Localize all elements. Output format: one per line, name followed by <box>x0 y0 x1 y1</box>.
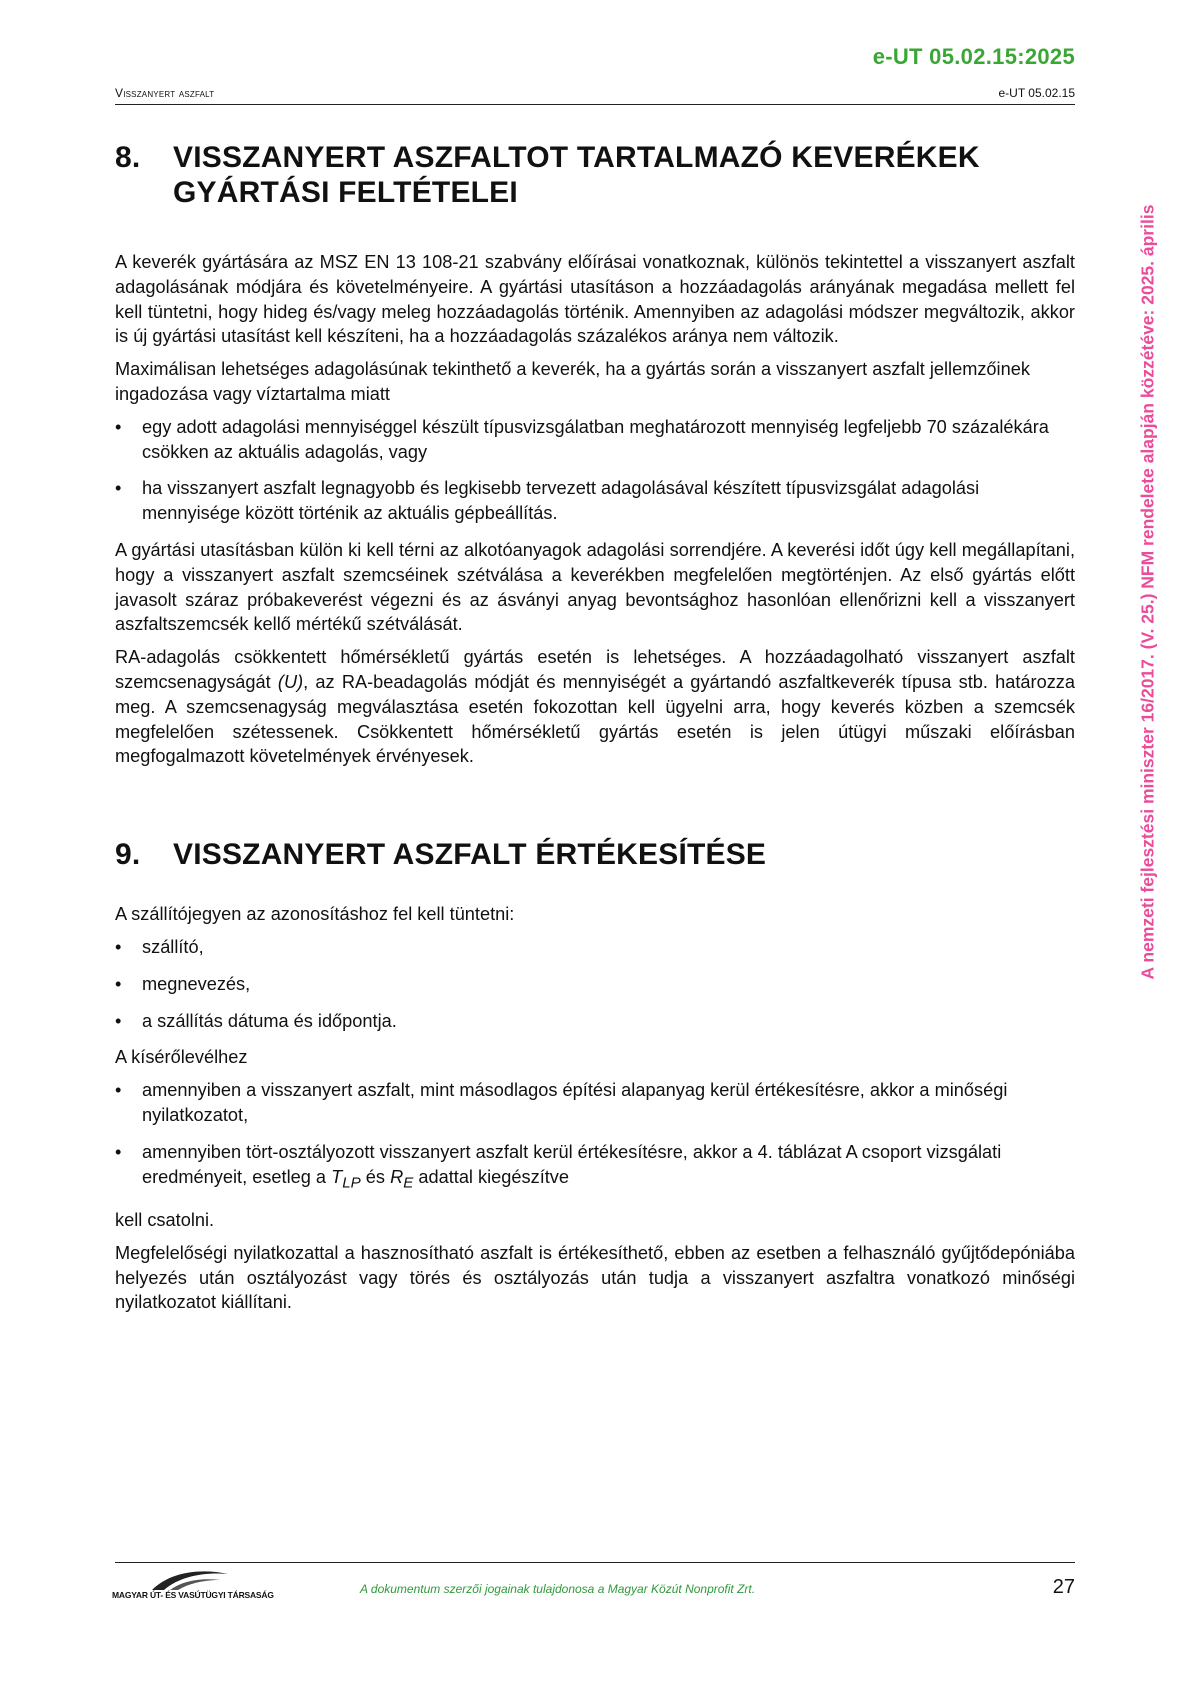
text-run: amennyiben tört-osztályozott visszanyert aszfalt kerül értékesítésre, akkor a 4. táblázat A csoport vizsgálati eredményeit, esetleg a <box>142 1141 1002 1187</box>
footer-rule <box>115 1562 1075 1563</box>
bullet-list <box>115 1078 1075 1196</box>
page-content <box>115 140 1075 1323</box>
paragraph: Maximálisan lehetséges adagolásúnak tekinthető a keverék, ha a gyártás során a visszanyert aszfalt jellemzőinek ingadozása vagy víztartalma miatt <box>115 359 1030 404</box>
section-8-number: 8. <box>115 141 141 174</box>
copyright-note: A dokumentum szerzői jogainak tulajdonosa a Magyar Közút Nonprofit Zrt. <box>360 1582 756 1596</box>
list-item: • a szállítás dátuma és időpontja. <box>115 1009 1075 1034</box>
bullet-list <box>115 935 1075 1033</box>
running-header <box>115 86 1075 105</box>
header-code: e-UT 05.02.15 <box>998 86 1075 100</box>
section-9-number: 9. <box>115 838 141 872</box>
section-8-title: VISSZANYERT ASZFALTOT TARTALMAZÓ KEVERÉKEK GYÁRTÁSI FELTÉTELEI <box>173 141 980 209</box>
text-run: RA-adagolás csökkentett hőmérsékletű gyártás esetén is lehetséges. A hozzáadagolható visszanyert aszfalt szemcsenagyságát <box>115 647 1075 692</box>
paragraph: A keverék gyártására az MSZ EN 13 108-21 szabvány előírásai vonatkoznak, különös tekintettel a visszanyert aszfalt adagolásának módjára és követelményeire. A gyártási utasításon a hozzáadagolás arányának megadása mellett fel kell tüntetni, hogy hideg és/vagy meleg hozzáadagolás történik. Amennyiben az adagolási módszer megváltozik, akkor is új gyártási utasítást kell készíteni, ha a hozzáadagolás százalékos aránya nem változik. <box>115 252 1075 347</box>
list-item <box>115 1140 1075 1196</box>
symbol-tlp <box>331 1166 361 1192</box>
society-logo <box>112 1566 274 1602</box>
list-item: • egy adott adagolási mennyiséggel készült típusvizsgálatban meghatározott mennyiség legfeljebb 70 százalékára csökken az aktuális adagolás, vagy <box>115 415 1075 465</box>
paragraph: A kísérőlevélhez <box>115 1047 248 1068</box>
list-item: • megnevezés, <box>115 972 1075 997</box>
page-number: 27 <box>1052 1576 1075 1598</box>
paragraph <box>115 645 1075 769</box>
list-item: • ha visszanyert aszfalt legnagyobb és legkisebb tervezett adagolásával készített típusvizsgálat adagolási mennyisége között történik az aktuális gépbeállítás. <box>115 476 1075 526</box>
text-run: , az RA-beadagolás módját és mennyiségét a gyártandó aszfaltkeverék típusa stb. határozza meg. A szemcsenagyság megválasztása esetén fokozottan kell ügyelni arra, hogy keverés közben a szemcsék megfelelően szétessenek. Csökkentett hőmérsékletű gyártás esetén is jelen útügyi műszaki előírásban megfogalmazott követelmények érvényesek. <box>115 671 1075 767</box>
symbol-main: T <box>331 1166 343 1187</box>
symbol-main: R <box>390 1166 404 1187</box>
swoosh-icon <box>150 1566 230 1592</box>
symbol-re <box>390 1166 414 1192</box>
section-8-heading <box>115 140 1075 210</box>
paragraph: A szállítójegyen az azonosításhoz fel kell tüntetni: <box>115 904 515 925</box>
paragraph: A gyártási utasításban külön ki kell térni az alkotóanyagok adagolási sorrendjére. A keverési időt úgy kell megállapítani, hogy a visszanyert aszfalt szemcséinek szétválása a keverékben megfelelően megtörténjen. Az első gyártás előtt javasolt száraz próbakeverést végezni és az ásványi anyag bevontsághoz hasonlóan ellenőrizni kell a visszanyert aszfaltszemcsék kellő mértékű szétválását. <box>115 539 1075 635</box>
text-run: és <box>360 1166 391 1187</box>
symbol-u: (U) <box>277 671 304 692</box>
section-9-heading <box>115 837 1075 872</box>
header-title: Visszanyert aszfalt <box>115 86 215 100</box>
paragraph: kell csatolni. <box>115 1209 215 1230</box>
text-run: adattal kiegészítve <box>413 1166 570 1187</box>
paragraph: Megfelelőségi nyilatkozattal a hasznosítható aszfalt is értékesíthető, ebben az esetben a felhasználó gyűjtődepóniába helyezés után osztályozást vagy törés és osztályozás után tudja a visszanyert aszfaltra vonatkozó minőségi nyilatkozatot kiállítani. <box>115 1242 1075 1313</box>
logo-text: MAGYAR ÚT- ÉS VASÚTÜGYI TÁRSASÁG <box>112 1590 274 1600</box>
symbol-subscript: LP <box>342 1174 361 1192</box>
bullet-list <box>115 415 1075 526</box>
list-item: • szállító, <box>115 935 1075 960</box>
list-item: • amennyiben a visszanyert aszfalt, mint másodlagos építési alapanyag kerül értékesítésre, akkor a minőségi nyilatkozatot, <box>115 1078 1075 1128</box>
section-9-title: VISSZANYERT ASZFALT ÉRTÉKESÍTÉSE <box>173 838 767 872</box>
publication-side-note: A nemzeti fejlesztési miniszter 16/2017. (V. 25.) NFM rendelete alapján közzétéve: 2025. április <box>1137 204 1158 980</box>
symbol-subscript: E <box>403 1174 414 1192</box>
document-code: e-UT 05.02.15:2025 <box>872 44 1075 69</box>
